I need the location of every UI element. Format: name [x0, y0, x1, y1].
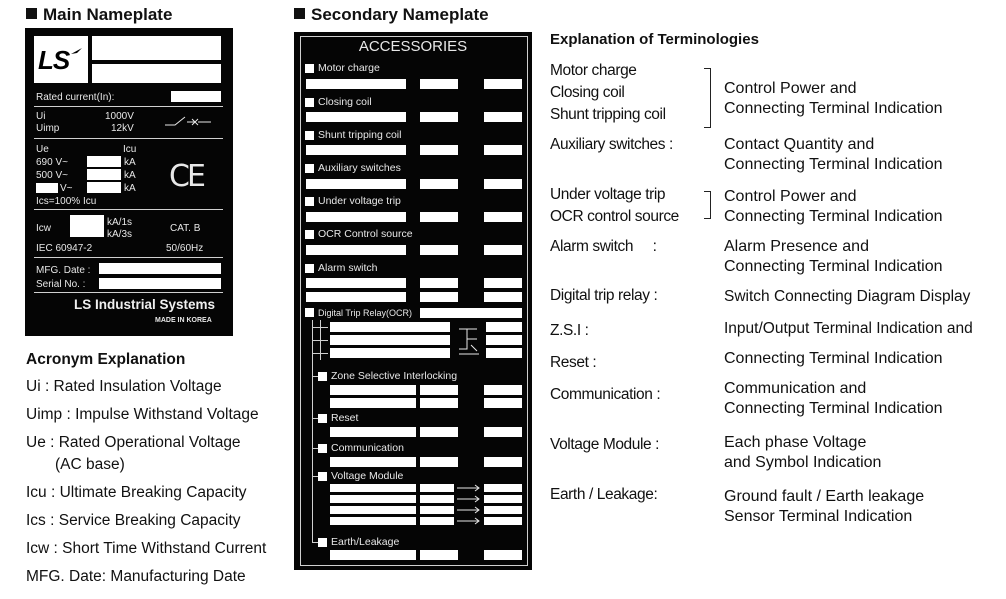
desc-connecting-1: Connecting Terminal Indication — [724, 100, 943, 117]
earth-leakage-label: Earth/Leakage — [331, 536, 400, 548]
desc-connecting-5: Connecting Terminal Indication — [724, 350, 943, 367]
term-alarm-switch: Alarm switch : — [550, 238, 657, 255]
serial-label: Serial No. : — [36, 279, 86, 290]
digital-trip-relay-label: Digital Trip Relay(OCR) — [318, 308, 413, 318]
category-label: CAT. B — [170, 223, 201, 234]
icu-label: Icu — [123, 144, 137, 155]
acronym-mfg-date: MFG. Date: Manufacturing Date — [26, 568, 246, 585]
vblank-label: V~ — [60, 183, 73, 194]
voltage-blank-box — [36, 183, 58, 193]
desc-switch-diagram: Switch Connecting Diagram Display — [724, 288, 971, 305]
alarm-switch-label: Alarm switch — [318, 262, 378, 274]
rated-current-box — [171, 91, 221, 102]
accessories-title: ACCESSORIES — [358, 38, 468, 55]
ka-unit-1: kA — [124, 157, 136, 168]
desc-symbol-indication: and Symbol Indication — [724, 454, 882, 471]
term-earth-leakage: Earth / Leakage: — [550, 486, 658, 503]
rated-current-label: Rated current(In): — [36, 92, 115, 103]
serial-box — [99, 278, 221, 289]
ka-3s-label: kA/3s — [107, 229, 133, 240]
ka-unit-3: kA — [124, 183, 136, 194]
desc-connecting-3: Connecting Terminal Indication — [724, 208, 943, 225]
communication-label: Communication — [331, 442, 404, 454]
ka-1s-label: kA/1s — [107, 217, 133, 228]
main-nameplate — [25, 28, 233, 336]
term-closing-coil: Closing coil — [550, 84, 625, 101]
logo-mark-icon — [70, 46, 84, 56]
iec-label: IEC 60947-2 — [36, 243, 93, 254]
model-box-2 — [92, 64, 221, 83]
voltage-module-label: Voltage Module — [331, 470, 404, 482]
ics-label: Ics=100% Icu — [36, 196, 97, 207]
term-auxiliary-switches: Auxiliary switches : — [550, 136, 673, 153]
acronym-uimp: Uimp : Impulse Withstand Voltage — [26, 406, 259, 423]
auxiliary-switches-label: Auxiliary switches — [318, 162, 401, 174]
term-voltage-module: Voltage Module : — [550, 436, 660, 453]
term-shunt-tripping-coil: Shunt tripping coil — [550, 106, 666, 123]
desc-communication: Communication and — [724, 380, 867, 397]
icu-blank-box — [87, 182, 121, 193]
shunt-tripping-coil-label: Shunt tripping coil — [318, 129, 402, 141]
ce-mark: CE — [169, 159, 203, 194]
under-voltage-trip-label: Under voltage trip — [318, 195, 401, 207]
term-communication: Communication : — [550, 386, 661, 403]
desc-phase-voltage: Each phase Voltage — [724, 434, 867, 451]
term-ocr-control-source: OCR control source — [550, 208, 679, 225]
made-in-korea: MADE IN KOREA — [155, 317, 212, 324]
ls-logo: LS — [34, 36, 88, 83]
model-box — [92, 36, 221, 60]
term-digital-trip-relay: Digital trip relay : — [550, 287, 658, 304]
switch-symbol-icon — [165, 114, 215, 128]
acronym-ue-note: (AC base) — [55, 456, 125, 473]
frequency-label: 50/60Hz — [166, 243, 204, 254]
acronym-heading: Acronym Explanation — [26, 351, 186, 368]
main-nameplate-title: Main Nameplate — [26, 5, 172, 25]
desc-connecting-4: Connecting Terminal Indication — [724, 258, 943, 275]
reset-label: Reset — [331, 412, 359, 424]
desc-contact-quantity: Contact Quantity and — [724, 136, 875, 153]
bracket-1 — [704, 68, 711, 128]
ka-unit-2: kA — [124, 170, 136, 181]
desc-control-power-2: Control Power and — [724, 188, 857, 205]
desc-alarm-presence: Alarm Presence and — [724, 238, 869, 255]
bracket-2 — [704, 191, 711, 219]
v690-label: 690 V~ — [36, 157, 68, 168]
desc-control-power-1: Control Power and — [724, 80, 857, 97]
mfg-date-box — [99, 263, 221, 274]
voltage-arrows-icon — [455, 483, 483, 527]
acronym-ue: Ue : Rated Operational Voltage — [26, 434, 241, 451]
secondary-nameplate-title: Secondary Nameplate — [294, 5, 489, 25]
terminologies-heading: Explanation of Terminologies — [550, 31, 759, 48]
desc-sensor-terminal: Sensor Terminal Indication — [724, 508, 913, 525]
term-zsi: Z.S.I : — [550, 322, 589, 339]
uimp-label: Uimp — [36, 123, 60, 134]
acronym-ics: Ics : Service Breaking Capacity — [26, 512, 241, 529]
mfg-date-label: MFG. Date : — [36, 265, 91, 276]
icw-label: Icw — [36, 223, 51, 234]
ui-value: 1000V — [105, 111, 134, 122]
acronym-icu: Icu : Ultimate Breaking Capacity — [26, 484, 247, 501]
ue-label: Ue — [36, 144, 49, 155]
motor-charge-label: Motor charge — [318, 62, 380, 74]
zone-selective-interlocking-label: Zone Selective Interlocking — [331, 370, 458, 382]
ocr-control-source-label: OCR Control source — [318, 228, 413, 240]
secondary-nameplate — [294, 32, 532, 570]
desc-connecting-2: Connecting Terminal Indication — [724, 156, 943, 173]
desc-connecting-6: Connecting Terminal Indication — [724, 400, 943, 417]
closing-coil-label: Closing coil — [318, 96, 372, 108]
desc-ground-fault: Ground fault / Earth leakage — [724, 488, 925, 505]
term-reset: Reset : — [550, 354, 597, 371]
icu-690-box — [87, 156, 121, 167]
desc-input-output: Input/Output Terminal Indication and — [724, 320, 973, 337]
ui-label: Ui — [36, 111, 46, 122]
v500-label: 500 V~ — [36, 170, 68, 181]
acronym-icw: Icw : Short Time Withstand Current — [26, 540, 267, 557]
uimp-value: 12kV — [111, 123, 134, 134]
icu-500-box — [87, 169, 121, 180]
acronym-ui: Ui : Rated Insulation Voltage — [26, 378, 222, 395]
company-name: LS Industrial Systems — [74, 297, 216, 312]
term-motor-charge: Motor charge — [550, 62, 637, 79]
relay-diagram-icon — [457, 321, 483, 359]
term-under-voltage-trip: Under voltage trip — [550, 186, 666, 203]
icw-box — [70, 215, 104, 237]
